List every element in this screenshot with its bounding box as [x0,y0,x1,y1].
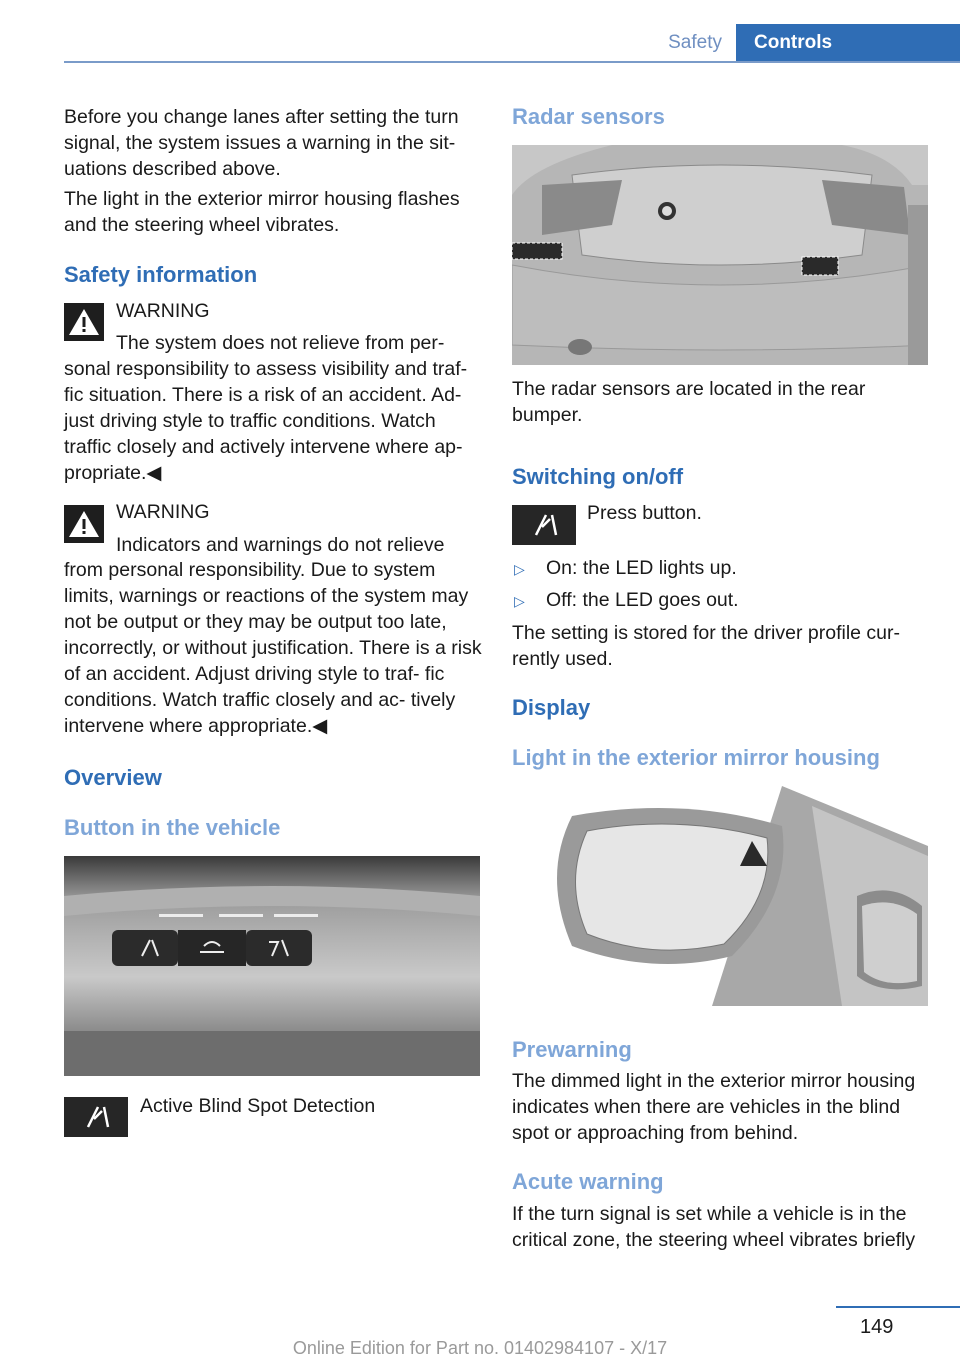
warning-2-text: from personal responsibility. Due to system limits, warnings or reactions of the system may not be output or they may be output too late, incorrectly, or without justification. There is a risk of an accident. Adjust driving style to traf‐ fic conditions. Watch traffic closely and ac‐ tively intervene where appropriate.◀ [64,559,482,737]
warning-triangle-icon [64,303,104,341]
overview-heading: Overview [64,765,162,790]
blind-spot-icon [512,505,576,545]
bullet-icon: ▷ [514,561,525,577]
button-in-vehicle-heading: Button in the vehicle [64,815,281,840]
mirror-housing-photo [512,786,928,1006]
press-button-text: Press button. [587,502,702,524]
intro-paragraph-2: The light in the exterior mirror housing flashes and the steering wheel vibrates. [64,188,460,236]
acute-warning-text: If the turn signal is set while a vehicle is in the critical zone, the steering wheel vibrates briefly [512,1203,916,1251]
warning-1-first-line: The system does not relieve from per‐ [116,332,445,354]
prewarning-heading: Prewarning [512,1037,632,1062]
radar-sensors-heading: Radar sensors [512,104,665,129]
safety-information-heading: Safety information [64,262,258,287]
acute-warning-heading: Acute warning [512,1169,664,1194]
button-panel-photo [64,856,480,1076]
tab-controls[interactable]: Controls [736,24,960,62]
bullet-icon: ▷ [514,593,525,609]
warning-2-first-line: Indicators and warnings do not relieve [116,534,445,556]
header-divider [64,61,960,63]
radar-sensors-text: The radar sensors are located in the rear bumper. [512,378,866,426]
warning-triangle-icon [64,505,104,543]
page-number: 149 [860,1316,894,1338]
radar-sensors-photo [512,145,928,365]
prewarning-text: The dimmed light in the exterior mirror housing indicates when there are vehicles in the blind spot or approaching from behind. [512,1070,916,1144]
bullet-off: Off: the LED goes out. [546,589,739,611]
footer-divider [836,1306,960,1308]
edition-footer: Online Edition for Part no. 01402984107 - X/17 [292,1338,668,1358]
warning-2-label: WARNING [116,501,210,523]
intro-paragraph-1: Before you change lanes after setting the turn signal, the system issues a warning in the sit‐ uations described above. [64,106,459,180]
bullet-on: On: the LED lights up. [546,557,737,579]
tab-safety[interactable]: Safety [668,32,722,53]
light-mirror-heading: Light in the exterior mirror housing [512,745,880,770]
stored-setting-text: The setting is stored for the driver profile cur‐ rently used. [512,622,900,670]
display-heading: Display [512,695,591,720]
blind-spot-icon [64,1097,128,1137]
switching-heading: Switching on/off [512,464,684,489]
warning-1-label: WARNING [116,300,210,322]
warning-1-text: sonal responsibility to assess visibility and traf‐ fic situation. There is a risk of an accident. Ad‐ just driving style to traffic conditions. Watch traffic closely and actively intervene where ap‐ propriate.◀ [64,358,468,484]
absd-label: Active Blind Spot Detection [140,1095,376,1117]
